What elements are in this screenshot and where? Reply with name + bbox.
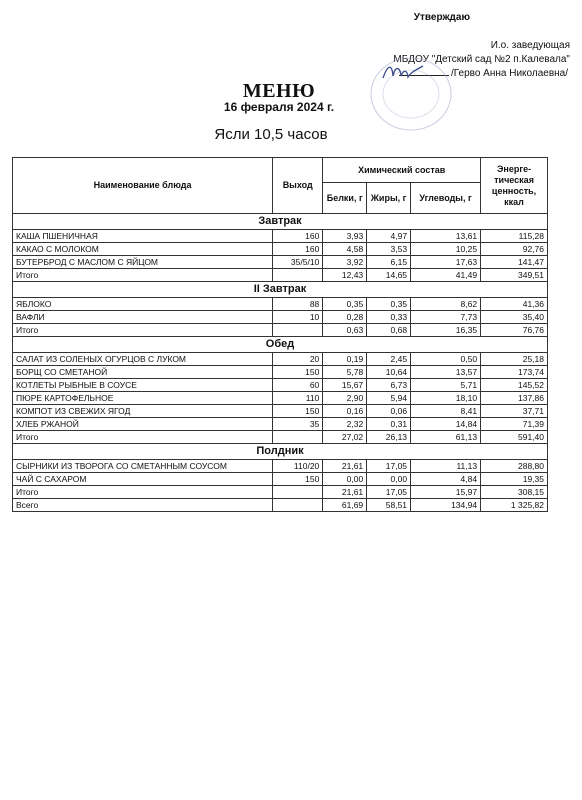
table-row-output: 10 [273,311,323,324]
table-row [13,256,548,269]
table-row [13,298,548,311]
total-row-fat: 14,65 [367,269,411,282]
table-row [13,243,548,256]
table-row-protein: 5,78 [323,366,367,379]
total-row [13,431,548,444]
table-row-output: 160 [273,243,323,256]
table-row-carbs: 13,57 [411,366,481,379]
approval-position: И.о. заведующая [490,40,570,51]
approval-organization: МБДОУ "Детский сад №2 п.Калевала" [393,54,570,65]
header-fat: Жиры, г [367,183,411,214]
grand-total-row-carbs: 134,94 [411,499,481,512]
table-row-dish-name: КАША ПШЕНИЧНАЯ [13,230,273,243]
approval-heading: Утверждаю [413,12,470,23]
table-row-energy: 35,40 [481,311,548,324]
table-row-fat: 0,00 [367,473,411,486]
table-row-carbs: 7,73 [411,311,481,324]
table-row-dish-name: ЧАЙ С САХАРОМ [13,473,273,486]
grand-total-row-output [273,499,323,512]
total-row-output [273,431,323,444]
table-row-dish-name: БОРЩ СО СМЕТАНОЙ [13,366,273,379]
total-row-energy: 76,76 [481,324,548,337]
header-carbs: Углеводы, г [411,183,481,214]
table-row-dish-name: САЛАТ ИЗ СОЛЕНЫХ ОГУРЦОВ С ЛУКОМ [13,353,273,366]
table-row-dish-name: СЫРНИКИ ИЗ ТВОРОГА СО СМЕТАННЫМ СОУСОМ [13,460,273,473]
total-row-dish-name: Итого [13,269,273,282]
table-row [13,392,548,405]
table-row-fat: 4,97 [367,230,411,243]
table-row-protein: 15,67 [323,379,367,392]
total-row-dish-name: Итого [13,486,273,499]
approval-block [0,0,582,80]
section-title: Полдник [13,444,548,460]
table-row-protein: 2,90 [323,392,367,405]
table-row-fat: 0,35 [367,298,411,311]
table-row-output: 110 [273,392,323,405]
table-row-dish-name: КОТЛЕТЫ РЫБНЫЕ В СОУСЕ [13,379,273,392]
total-row-fat: 26,13 [367,431,411,444]
total-row-dish-name: Итого [13,324,273,337]
total-row [13,269,548,282]
table-row-energy: 37,71 [481,405,548,418]
table-row-fat: 10,64 [367,366,411,379]
total-row [13,486,548,499]
table-row [13,353,548,366]
header-energy-label: Энерге-тическая ценность, ккал [491,163,537,207]
table-row-fat: 17,05 [367,460,411,473]
table-row-carbs: 5,71 [411,379,481,392]
table-row-energy: 137,86 [481,392,548,405]
menu-table [12,157,548,512]
table-row-carbs: 14,84 [411,418,481,431]
section-title: Завтрак [13,214,548,230]
table-row-fat: 3,53 [367,243,411,256]
table-row [13,473,548,486]
table-row-fat: 6,73 [367,379,411,392]
section-row [13,337,548,353]
section-row [13,282,548,298]
table-row-fat: 0,33 [367,311,411,324]
table-row-carbs: 8,62 [411,298,481,311]
menu-table-body [13,214,548,512]
page-title: МЕНЮ [242,80,316,102]
table-row-dish-name: ЯБЛОКО [13,298,273,311]
table-row-output: 110/20 [273,460,323,473]
total-row-energy: 591,40 [481,431,548,444]
table-row-carbs: 18,10 [411,392,481,405]
table-row-protein: 4,58 [323,243,367,256]
section-title: Обед [13,337,548,353]
total-row-carbs: 16,35 [411,324,481,337]
table-row-fat: 0,31 [367,418,411,431]
table-row-protein: 0,16 [323,405,367,418]
total-row-fat: 17,05 [367,486,411,499]
table-row-output: 20 [273,353,323,366]
total-row-protein: 0,63 [323,324,367,337]
table-row-output: 35/5/10 [273,256,323,269]
table-row-carbs: 10,25 [411,243,481,256]
table-row-energy: 71,39 [481,418,548,431]
total-row-output [273,269,323,282]
table-row-fat: 6,15 [367,256,411,269]
grand-total-row-protein: 61,69 [323,499,367,512]
table-row-energy: 141,47 [481,256,548,269]
header-protein: Белки, г [323,183,367,214]
table-row-output: 60 [273,379,323,392]
table-row-energy: 92,76 [481,243,548,256]
table-row-dish-name: КОМПОТ ИЗ СВЕЖИХ ЯГОД [13,405,273,418]
table-row-fat: 2,45 [367,353,411,366]
table-row-energy: 288,80 [481,460,548,473]
section-row [13,444,548,460]
table-row-fat: 0,06 [367,405,411,418]
table-row-protein: 21,61 [323,460,367,473]
table-row-energy: 145,52 [481,379,548,392]
total-row-output [273,486,323,499]
table-row-carbs: 0,50 [411,353,481,366]
grand-total-row-energy: 1 325,82 [481,499,548,512]
table-row-protein: 2,32 [323,418,367,431]
table-row-carbs: 11,13 [411,460,481,473]
table-row-fat: 5,94 [367,392,411,405]
table-row-energy: 115,28 [481,230,548,243]
table-row-protein: 0,28 [323,311,367,324]
total-row-carbs: 41,49 [411,269,481,282]
table-row-output: 35 [273,418,323,431]
table-row [13,379,548,392]
table-row-dish-name: КАКАО С МОЛОКОМ [13,243,273,256]
table-row-protein: 0,35 [323,298,367,311]
menu-group: Ясли 10,5 часов [214,126,328,143]
total-row-protein: 21,61 [323,486,367,499]
table-row-output: 150 [273,473,323,486]
table-row-output: 160 [273,230,323,243]
table-row-energy: 41,36 [481,298,548,311]
total-row-energy: 349,51 [481,269,548,282]
header-chemical-composition: Химический состав [323,158,481,183]
table-row-carbs: 13,61 [411,230,481,243]
section-row [13,214,548,230]
total-row-protein: 27,02 [323,431,367,444]
table-row-dish-name: ХЛЕБ РЖАНОЙ [13,418,273,431]
header-energy [481,158,548,214]
menu-date: 16 февраля 2024 г. [223,100,335,114]
total-row-dish-name: Итого [13,431,273,444]
grand-total-row [13,499,548,512]
table-row [13,460,548,473]
table-row [13,311,548,324]
total-row-energy: 308,15 [481,486,548,499]
table-row-carbs: 4,84 [411,473,481,486]
section-title: II Завтрак [13,282,548,298]
table-row-energy: 19,35 [481,473,548,486]
total-row-output [273,324,323,337]
table-row-protein: 0,19 [323,353,367,366]
table-row-energy: 25,18 [481,353,548,366]
table-row-protein: 0,00 [323,473,367,486]
grand-total-row-fat: 58,51 [367,499,411,512]
total-row-carbs: 15,97 [411,486,481,499]
table-row-output: 88 [273,298,323,311]
total-row-carbs: 61,13 [411,431,481,444]
table-row-dish-name: ПЮРЕ КАРТОФЕЛЬНОЕ [13,392,273,405]
total-row-protein: 12,43 [323,269,367,282]
table-row-carbs: 8,41 [411,405,481,418]
table-row-carbs: 17,63 [411,256,481,269]
approval-signer-name: /Герво Анна Николаевна/ [450,68,568,79]
table-row-energy: 173,74 [481,366,548,379]
table-row-protein: 3,93 [323,230,367,243]
total-row-fat: 0,68 [367,324,411,337]
table-row [13,405,548,418]
table-row [13,230,548,243]
header-output: Выход [273,158,323,214]
table-row-output: 150 [273,366,323,379]
table-row-output: 150 [273,405,323,418]
grand-total-row-dish-name: Всего [13,499,273,512]
table-row-protein: 3,92 [323,256,367,269]
table-row-dish-name: БУТЕРБРОД С МАСЛОМ С ЯЙЦОМ [13,256,273,269]
table-row [13,366,548,379]
table-row-dish-name: ВАФЛИ [13,311,273,324]
table-row [13,418,548,431]
header-dish-name: Наименование блюда [13,158,273,214]
total-row [13,324,548,337]
